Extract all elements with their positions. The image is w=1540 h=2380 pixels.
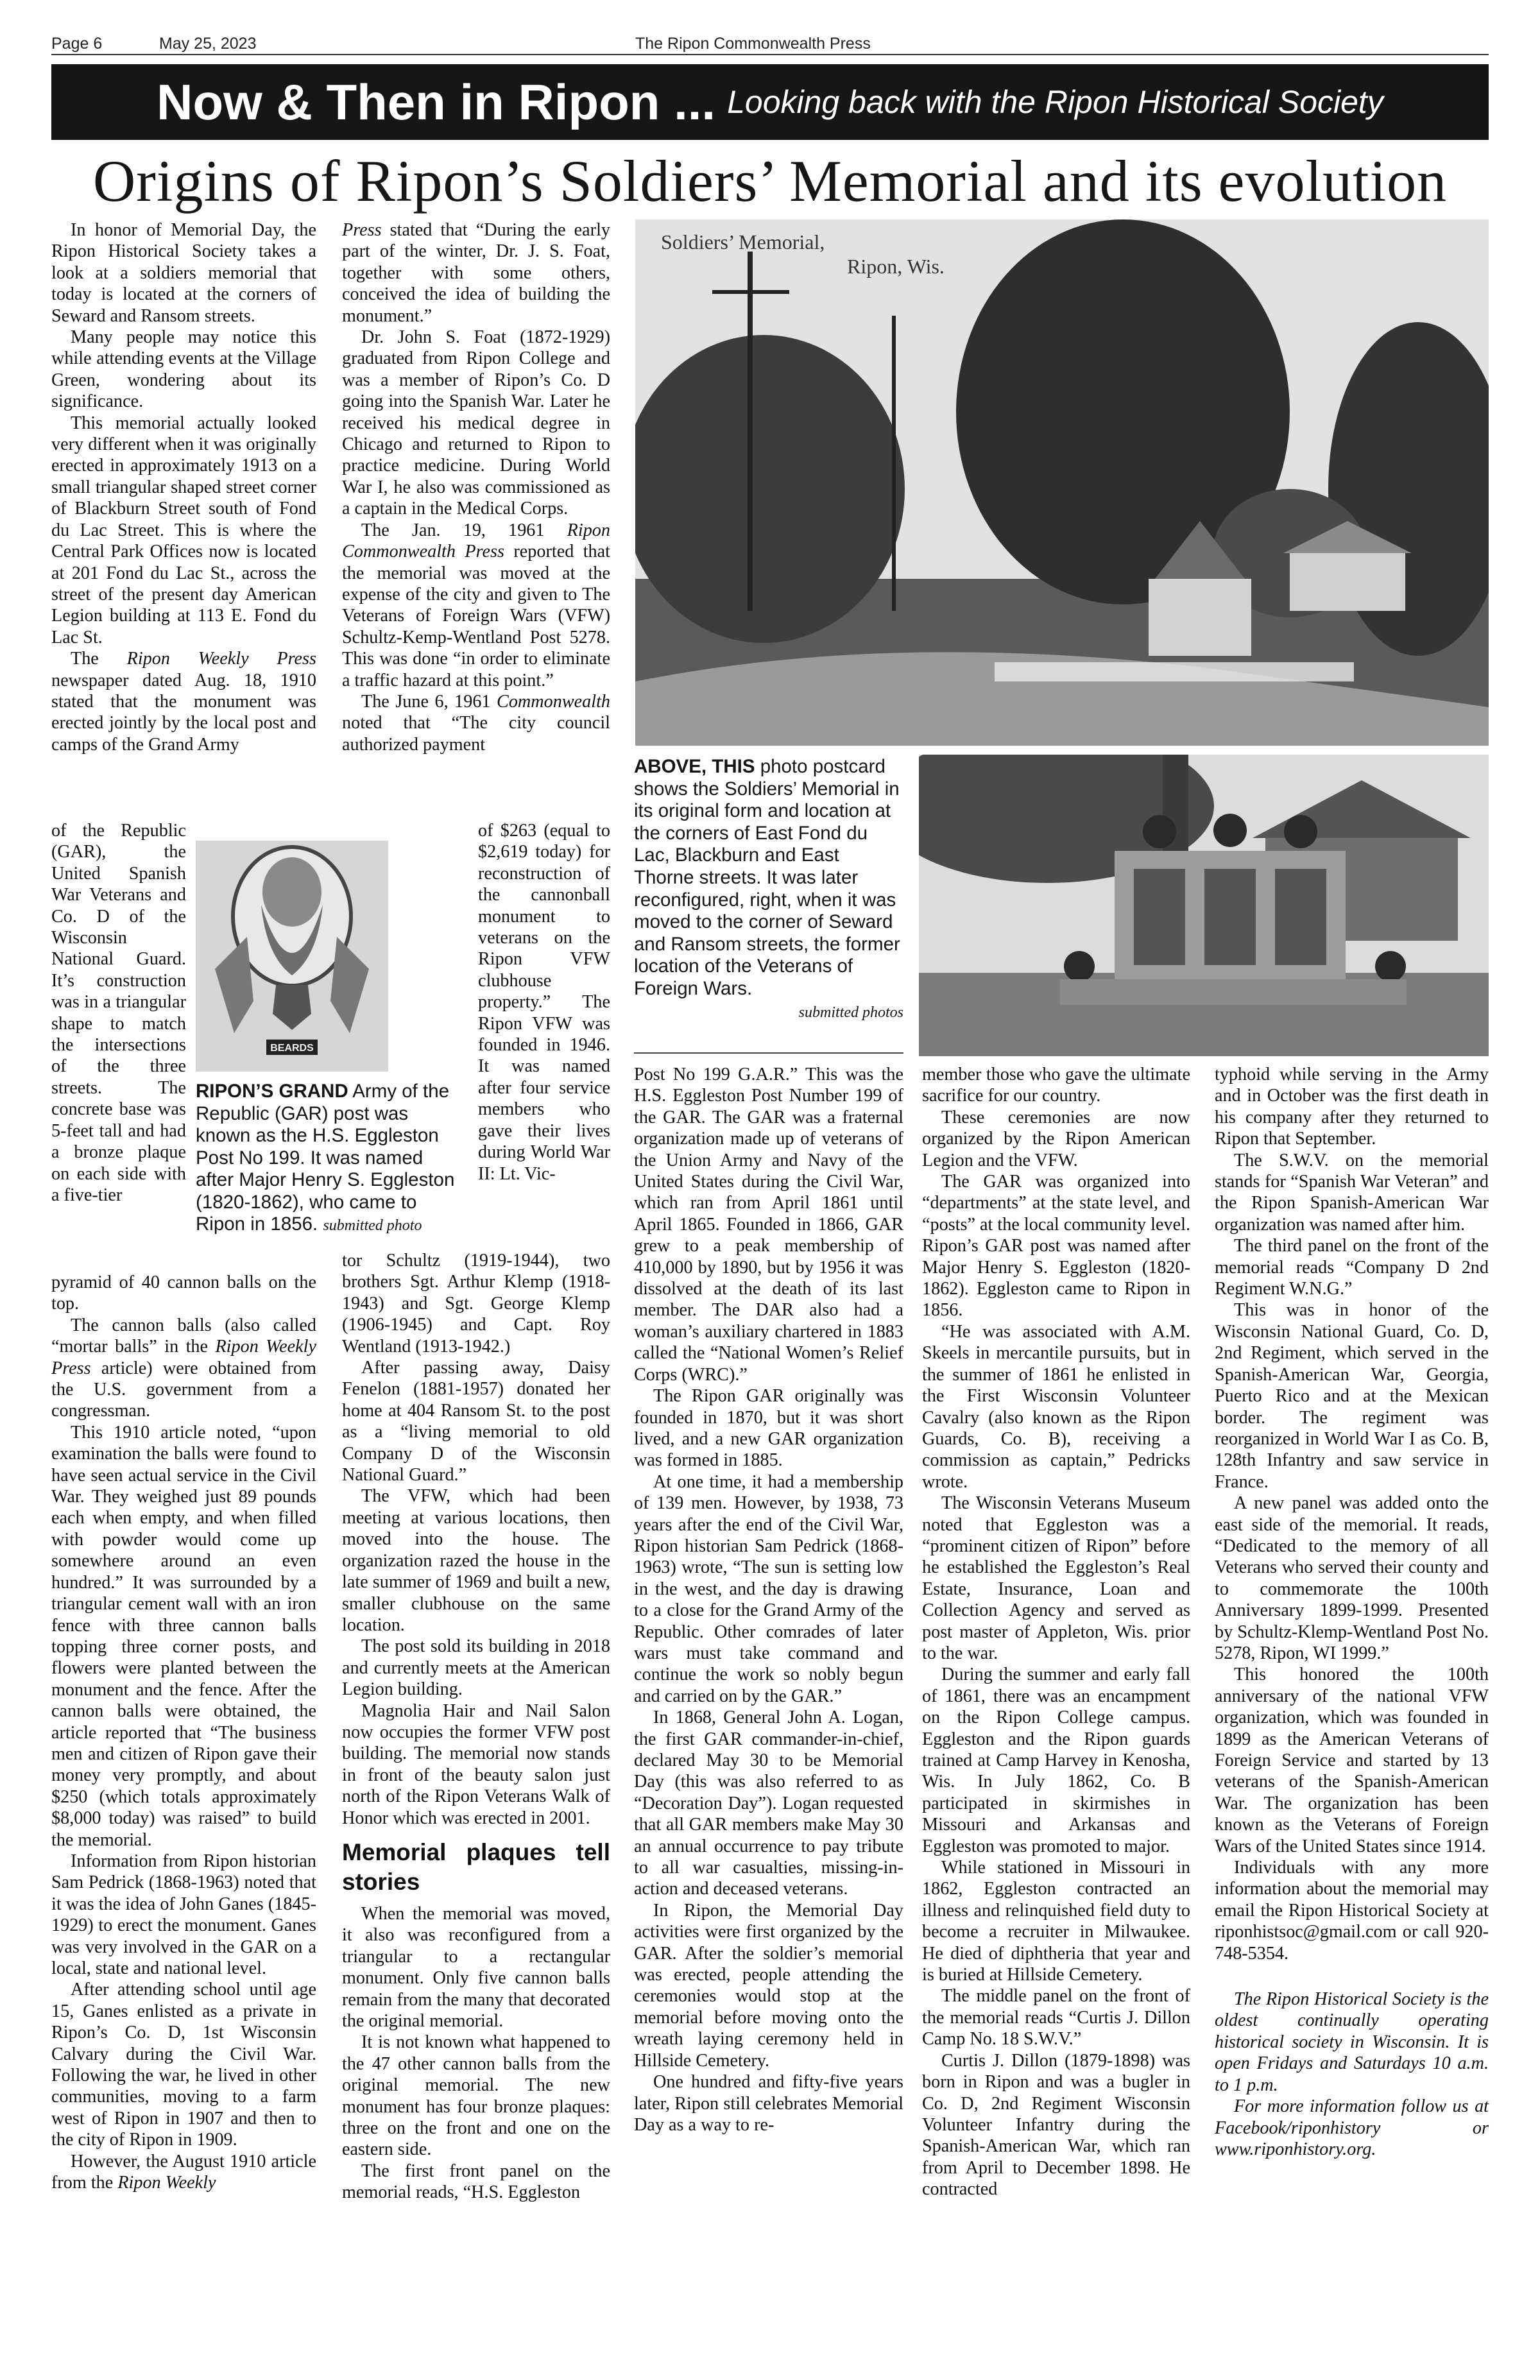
folio [51, 32, 1489, 55]
paragraph: This was in honor of the Wisconsin National Guard, Co. D, 2nd Regiment, which served in the Spanish-American War, Georgia, Puerto Rico and at the Mexican border. The regiment was reorganized in World War I as Co. B, 128th Infantry and saw service in France. [1215, 1300, 1489, 1492]
paragraph: tor Schultz (1919-1944), two brothers Sgt. Arthur Klemp (1918-1943) and Sgt. George Klemp (1906-1945) and Capt. Roy Wentland (1913-1942.) [342, 1251, 610, 1357]
main-photo-caption: ABOVE, THIS photo postcard shows the Soldiers’ Memorial in its original form and location at the corners of East Fond du Lac, Blackburn and East Thorne streets. It was later reconfigured, right, when it was moved to the corner of Seward and Ransom streets, the former location of the Veterans of Foreign Wars. submitted photos [634, 756, 903, 1021]
society-note: The Ripon Historical Society is the oldest continually operating historical society in Wisconsin. It is open Fridays and Saturdays 10 a.m. to 1 p.m. [1215, 1989, 1489, 2095]
paragraph: The Ripon Weekly Press newspaper dated Aug. 18, 1910 stated that the monument was erected jointly by the local post and camps of the Grand Army [51, 649, 316, 755]
plate-label: BEARDS [270, 1043, 314, 1054]
article-column-2-lower [342, 1250, 610, 2204]
photo-credit: submitted photos [798, 1004, 903, 1021]
postcard-illustration [635, 219, 1489, 746]
paragraph: This honored the 100th anniversary of the national VFW organization, which was founded in 1899 as the American Veterans of Foreign Service and started by 13 veterans of the Spanish-American War. The organization has been known as the Veterans of Foreign Wars of the United States since 1914. [1215, 1665, 1489, 1856]
paragraph: The GAR was organized into “departments” at the state level, and “posts” at the local community level. Ripon’s GAR post was named after Major Henry S. Eggleston (1820-1862). Eggleston came to Ripon in 1856. [922, 1172, 1190, 1321]
paragraph: This memorial actually looked very different when it was originally erected in approximately 1913 on a small triangular shaped street corner of Blackburn Street south of Fond du Lac Street. This is where the Central Park Offices now is located at 201 Fond du Lac St., across the street of the present day American Legion building at 113 E. Fond du Lac St. [51, 413, 316, 647]
article-column-5 [1215, 1064, 1489, 2160]
paragraph: However, the August 1910 article from the Ripon Weekly [51, 2151, 316, 2193]
paragraph: The June 6, 1961 Commonwealth noted that “The city council authorized payment [342, 691, 610, 755]
paragraph: Individuals with any more information about the memorial may email the Ripon Historical Society at riponhistsoc@gmail.com or call 920-748-5354. [1215, 1858, 1489, 1964]
article-column-3 [634, 1064, 903, 2136]
paragraph: “He was associated with A.M. Skeels in mercantile pursuits, but in the summer of 1861 he enlisted in the First Wisconsin Volunteer Cavalry (also known as the Ripon Guards, Co. B), receiving a commission as captain,” Pedricks wrote. [922, 1321, 1190, 1492]
paragraph: One hundred and fifty-five years later, Ripon still celebrates Memorial Day as a way to re- [634, 2072, 903, 2135]
paragraph: This 1910 article noted, “upon examination the balls were found to have seen actual service in the Civil War. They weighed just 89 pounds each when empty, and when filled with powder would come up somewhere around an even hundred.” It was surrounded by a triangular cement wall with an iron fence with three cannon balls topping three corner posts, and flowers were planted between the monument and the fence. After the cannon balls were obtained, the article reported that “The business men and citizen of Ripon gave their money very promptly, and about $250 (which totals approximately $8,000 today) was raised” to build the memorial. [51, 1422, 316, 1850]
banner-subtitle: Looking back with the Ripon Historical Society [727, 84, 1383, 120]
postcard-location: Ripon, Wis. [847, 255, 945, 278]
paragraph: pyramid of 40 cannon balls on the top. [51, 1272, 316, 1314]
paragraph: Information from Ripon historian Sam Pedrick (1868-1963) noted that it was the idea of John Ganes (1845-1929) to erect the monument. Ganes was very involved in the GAR on a local, state and national level. [51, 1851, 316, 1978]
photo-credit: submitted photo [323, 1217, 422, 1234]
paragraph: It is not known what happened to the 47 other cannon balls from the original memorial. The new monument has four bronze plaques: three on the front and one on the eastern side. [342, 2032, 610, 2160]
paragraph: The first front panel on the memorial reads, “H.S. Eggleston [342, 2161, 610, 2203]
paragraph: A new panel was added onto the east side of the memorial. It reads, “Dedicated to the memory of all Veterans who served their county and to commemorate the 100th Anniversary 1899-1999. Presented by Schultz-Klemp-Wentland Post No. 5278, Ripon, WI 1999.” [1215, 1493, 1489, 1663]
paragraph: In honor of Memorial Day, the Ripon Historical Society takes a look at a soldiers memorial that today is located at the corners of Seward and Ransom streets. [51, 220, 316, 326]
folio-rule [51, 54, 1489, 55]
paragraph: Post No 199 G.A.R.” This was the H.S. Eggleston Post Number 199 of the GAR. The GAR was a fraternal organization made up of veterans of the Union Army and Navy of the United States during the Civil War, which ran from April 1861 until April 1865. Founded in 1866, GAR grew to a peak membership of 410,000 by 1890, but by 1956 it was dissolved at the death of its last member. The DAR also had a woman’s auxiliary chartered in 1883 called the “National Women’s Relief Corps (WRC).” [634, 1065, 903, 1385]
article-column-2 [342, 219, 610, 755]
memorial-illustration [919, 755, 1489, 1056]
paragraph: typhoid while serving in the Army and in October was the first death in his company after they returned to Ripon that September. [1215, 1065, 1489, 1149]
paragraph: Dr. John S. Foat (1872-1929) graduated from Ripon College and was a member of Ripon’s Co. D going into the Spanish War. Later he received his medical degree in Chicago and returned to Ripon to practice medicine. During World War I, he also was commissioned as a captain in the Medical Corps. [342, 327, 610, 519]
paragraph: In Ripon, the Memorial Day activities were first organized by the GAR. After the soldier’s memorial was erected, people attending the ceremonies would stop at the memorial before moving onto the wreath laying ceremony held in Hillside Cemetery. [634, 1900, 903, 2071]
society-followup: For more information follow us at Facebook/riponhistory or www.riponhistory.org. [1215, 2096, 1489, 2159]
paragraph: In 1868, General John A. Logan, the first GAR commander-in-chief, declared May 30 to be Memorial Day (this was also referred to as “Decoration Day”). Logan requested that all GAR members make May 30 an annual occurrence to pay tribute to all war casualties, missing-in-action and deceased veterans. [634, 1708, 903, 1899]
postcard-photo [635, 219, 1489, 746]
section-banner [51, 64, 1489, 140]
paragraph: Magnolia Hair and Nail Salon now occupies the former VFW post building. The memorial now stands in front of the beauty salon just north of the Ripon Veterans Walk of Honor which was erected in 2001. [342, 1700, 610, 1828]
paragraph: The S.W.V. on the memorial stands for “Spanish War Veteran” and the Ripon Spanish-American War organization was named after him. [1215, 1150, 1489, 1235]
banner-title: Now & Then in Ripon ... [157, 73, 716, 130]
paragraph: of the Republic (GAR), the United Spanish War Veterans and Co. D of the Wisconsin National Guard. It’s construction was in a triangular shape to match the intersections of the three streets. The concrete base was 5-feet tall and had a bronze plaque on each side with a five-tier [51, 821, 186, 1205]
newspaper-name: The Ripon Commonwealth Press [635, 35, 871, 53]
paragraph: Many people may notice this while attending events at the Village Green, wondering about its significance. [51, 327, 316, 412]
paragraph: After attending school until age 15, Ganes enlisted as a private in Ripon’s Co. D, 1st Wisconsin Calvary during the Civil War. Following the war, he lived in other communities, moving to a farm west of Ripon in 1907 and then to the city of Ripon in 1909. [51, 1980, 316, 2150]
article-column-4 [922, 1064, 1190, 2200]
page-number: Page 6 [51, 35, 103, 53]
paragraph: The middle panel on the front of the memorial reads “Curtis J. Dillon Camp No. 18 S.W.V.” [922, 1986, 1190, 2050]
portrait-photo [196, 841, 388, 1072]
caption-rule [634, 1052, 903, 1054]
paragraph: Press stated that “During the early part of the winter, Dr. J. S. Foat, together with some others, conceived the idea of building the monument.” [342, 220, 610, 326]
paragraph: At one time, it had a membership of 139 men. However, by 1938, 73 years after the end of the Civil War, Ripon historian Sam Pedrick (1868-1963) wrote, “The sun is setting low in the west, and the day is drawing to a close for the Grand Army of the Republic. Other comrades of later wars must take command and continue the work so nobly begun and carried on by the GAR.” [634, 1471, 903, 1706]
paragraph: The Jan. 19, 1961 Ripon Commonwealth Press reported that the memorial was moved at the expense of the city and given to The Veterans of Foreign Wars (VFW) Schultz-Kemp-Wentland Post 5278. This was done “in order to eliminate a traffic hazard at this point.” [342, 520, 610, 690]
paragraph: The post sold its building in 2018 and currently meets at the American Legion building. [342, 1636, 610, 1700]
paragraph: Curtis J. Dillon (1879-1898) was born in Ripon and was a bugler in Co. D, 2nd Regiment Wisconsin Volunteer Infantry during the Spanish-American War, which ran from April to December 1898. He contracted [922, 2050, 1190, 2200]
article-column-2-wrap [478, 820, 610, 1185]
paragraph: The VFW, which had been meeting at various locations, then moved into the house. The organization razed the house in the late summer of 1969 and built a new, smaller clubhouse on the same location. [342, 1486, 610, 1635]
article-column-1 [51, 219, 316, 755]
portrait-illustration [196, 841, 388, 1072]
paragraph: The third panel on the front of the memorial reads “Company D 2nd Regiment W.N.G.” [1215, 1236, 1489, 1299]
paragraph: The Ripon GAR originally was founded in 1870, but it was short lived, and a new GAR organization was formed in 1885. [634, 1386, 903, 1471]
paragraph: member those who gave the ultimate sacrifice for our country. [922, 1065, 1190, 1106]
article-column-1-lower [51, 1272, 316, 2193]
portrait-caption: RIPON’S GRAND Army of the Republic (GAR) post was known as the H.S. Eggleston Post No 199. It was named after Major Henry S. Eggleston (1820-1862), who came to Ripon in 1856. submitted photo [196, 1081, 455, 1235]
article-headline: Origins of Ripon’s Soldiers’ Memorial and its evolution [92, 148, 1448, 214]
issue-date: May 25, 2023 [159, 35, 257, 53]
paragraph: These ceremonies are now organized by the Ripon American Legion and the VFW. [922, 1107, 1190, 1170]
paragraph: While stationed in Missouri in 1862, Eggleston contracted an illness and relinquished field duty to become a recruiter in Milwaukee. He died of diphtheria that year and is buried at Hillside Cemetery. [922, 1858, 1190, 1985]
subheading: Memorial plaques tell stories [342, 1838, 610, 1895]
paragraph: During the summer and early fall of 1861, there was an encampment on the Ripon College campus. Eggleston and the Ripon guards trained at Camp Harvey in Kenosha, Wis. In July 1862, Co. B participated in skirmishes in Missouri and Arkansas and Eggleston was promoted to major. [922, 1665, 1190, 1856]
postcard-title: Soldiers’ Memorial, [661, 230, 825, 253]
paragraph: When the memorial was moved, it also was reconfigured from a triangular to a rectangular monument. Only five cannon balls remain from the many that decorated the original memorial. [342, 1903, 610, 2031]
paragraph: The cannon balls (also called “mortar balls” in the Ripon Weekly Press article) were obtained from the U.S. government from a congressman. [51, 1315, 316, 1421]
memorial-photo [919, 755, 1489, 1056]
paragraph: The Wisconsin Veterans Museum noted that Eggleston was a “prominent citizen of Ripon” before he established the Eggleston’s Real Estate, Insurance, Loan and Collection Agency and served as post master of Appleton, Wis. prior to the war. [922, 1493, 1190, 1663]
paragraph: After passing away, Daisy Fenelon (1881-1957) donated her home at 404 Ransom St. to the post as a “living memorial to old Company D of the Wisconsin National Guard.” [342, 1358, 610, 1485]
article-column-1-wrap [51, 820, 186, 1206]
paragraph: of $263 (equal to $2,619 today) for reconstruction of the cannonball monument to veterans on the Ripon VFW clubhouse property.” The Ripon VFW was founded in 1946. It was named after four service members who gave their lives during World War II: Lt. Vic- [478, 821, 610, 1184]
